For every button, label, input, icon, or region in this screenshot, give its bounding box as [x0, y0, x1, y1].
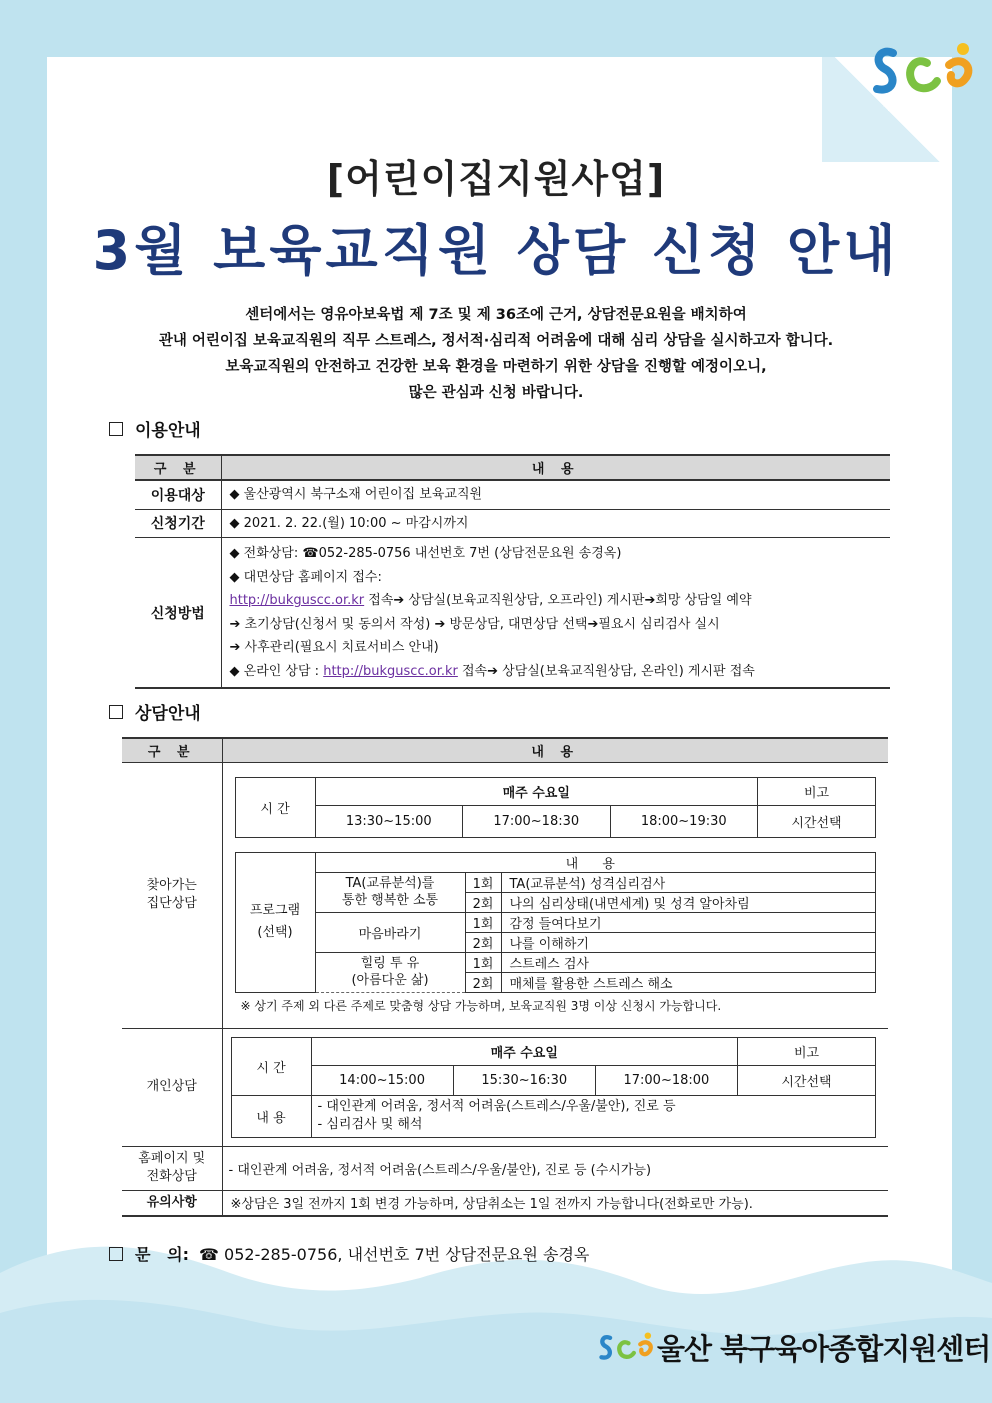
individual-time-table: [231, 1037, 877, 1138]
col-category: 구 분: [122, 738, 222, 762]
contact-label: 문 의:: [135, 1245, 190, 1264]
method-face-steps: [230, 589, 883, 613]
session-no: 1회: [465, 912, 501, 932]
online-prefix: ◆ 온라인 상담 :: [229, 663, 324, 679]
contact-value: ☎ 052-285-0756, 내선번호 7번 상담전문요원 송경옥: [199, 1245, 590, 1264]
caution-row: [122, 1190, 888, 1216]
row-label: 유의사항: [122, 1190, 222, 1216]
content-header: 내 용: [315, 852, 876, 872]
time-label: 시 간: [235, 777, 315, 837]
program-table: [235, 852, 877, 993]
row-label: 개인상담: [122, 1028, 222, 1146]
row-label: 홈페이지 및 전화상담: [122, 1146, 222, 1190]
row-value: - 대인관계 어려움, 정서적 어려움(스트레스/우울/불안), 진로 등 (수시가능): [222, 1146, 888, 1190]
method-cell: [221, 538, 890, 689]
remark-value: 시간선택: [738, 1065, 876, 1095]
day-label: 매주 수요일: [311, 1037, 738, 1065]
homepage-link[interactable]: http://bukguscc.or.kr: [229, 593, 365, 608]
group-time-table: [235, 777, 877, 838]
table-row: [135, 538, 890, 689]
time-slot: 13:30~15:00: [315, 805, 463, 837]
remark-value: 시간선택: [758, 805, 876, 837]
session-no: 2회: [465, 892, 501, 912]
contact-line: [109, 1242, 589, 1265]
session-text: 나의 심리상태(내면세계) 및 성격 알아차림: [501, 892, 876, 912]
row-label: 찾아가는 집단상담: [122, 762, 222, 1028]
col-content: 내 용: [221, 455, 890, 480]
program-name: 마음바라기: [315, 912, 465, 952]
center-logo-icon: [595, 1322, 657, 1372]
individual-content: [311, 1095, 876, 1137]
checkbox-icon: [109, 1247, 123, 1261]
content-line: - 심리검사 및 해석: [317, 1117, 423, 1132]
content-line: - 대인관계 어려움, 정서적 어려움(스트레스/우울/불안), 진로 등: [317, 1099, 676, 1114]
time-slot: 17:00~18:30: [463, 805, 611, 837]
time-slot: 17:00~18:00: [595, 1065, 737, 1095]
intro-line: 많은 관심과 신청 바랍니다.: [408, 385, 584, 401]
row-value: ※상담은 3일 전까지 1회 변경 가능하며, 상담취소는 1일 전까지 가능합니다(전화로만 가능).: [222, 1190, 888, 1216]
session-no: 1회: [465, 952, 501, 972]
time-label: 시 간: [231, 1037, 311, 1095]
program-name: 힐링 투 유 (아름다운 삶): [315, 952, 465, 992]
method-face: ◆ 대면상담 홈페이지 접수:: [229, 569, 382, 585]
group-note: ※ 상기 주제 외 다른 주제로 맞춤형 상담 가능하며, 보육교직원 3명 이상 신청시 가능합니다.: [240, 998, 722, 1013]
usage-table: [135, 454, 890, 689]
remark-label: 비고: [758, 777, 876, 805]
day-label: 매주 수요일: [315, 777, 758, 805]
program-label: 프로그램 (선택): [235, 852, 315, 992]
group-counsel-row: [122, 762, 888, 1028]
session-text: TA(교류분석) 성격심리검사: [501, 872, 876, 892]
session-text: 매체를 활용한 스트레스 해소: [501, 972, 876, 992]
time-slot: 18:00~19:30: [610, 805, 758, 837]
group-counsel-cell: [222, 762, 888, 1028]
steps-text: ➔ 사후관리(필요시 치료서비스 안내): [229, 640, 439, 655]
page-title: 3월 보육교직원 상담 신청 안내: [92, 219, 900, 282]
center-logo-icon: [865, 35, 980, 105]
time-slot: 15:30~16:30: [453, 1065, 595, 1095]
table-row: [135, 480, 890, 509]
remark-label: 비고: [738, 1037, 876, 1065]
table-row: [135, 509, 890, 538]
session-text: 나를 이해하기: [501, 932, 876, 952]
individual-counsel-cell: [222, 1028, 888, 1146]
usage-section-title: [109, 416, 201, 441]
row-value: ◆ 2021. 2. 22.(월) 10:00 ~ 마감시까지: [221, 509, 890, 538]
session-no: 2회: [465, 932, 501, 952]
intro-text: [60, 302, 932, 406]
phone-counsel-row: [122, 1146, 888, 1190]
checkbox-icon: [109, 705, 123, 719]
row-label: 신청기간: [135, 509, 221, 538]
time-slot: 14:00~15:00: [311, 1065, 453, 1095]
org-name: 울산 북구육아종합지원센터: [657, 1331, 991, 1366]
individual-counsel-row: [122, 1028, 888, 1146]
counsel-table: [122, 737, 888, 1217]
checkbox-icon: [109, 422, 123, 436]
session-no: 2회: [465, 972, 501, 992]
homepage-link[interactable]: http://bukguscc.or.kr: [323, 663, 458, 679]
method-phone: ◆ 전화상담: ☎052-285-0756 내선번호 7번 (상담전문요원 송경옥): [229, 546, 622, 561]
intro-line: 센터에서는 영유아보육법 제 7조 및 제 36조에 근거, 상담전문요원을 배치하여: [245, 307, 747, 323]
session-no: 1회: [465, 872, 501, 892]
sub-title: [어린이집지원사업]: [326, 157, 666, 201]
steps-text: 접속➔ 상담실(보육교직원상담, 오프라인) 게시판➔희망 상담일 예약: [364, 593, 752, 608]
session-text: 감정 들여다보기: [501, 912, 876, 932]
footer-logo: [595, 1322, 990, 1372]
content-label: 내 용: [231, 1095, 311, 1137]
col-content: 내 용: [222, 738, 888, 762]
program-name: TA(교류분석)를 통한 행복한 소통: [315, 872, 465, 912]
intro-line: 관내 어린이집 보육교직원의 직무 스트레스, 정서적·심리적 어려움에 대해 심리 상담을 실시하고자 합니다.: [158, 333, 834, 349]
intro-line: 보육교직원의 안전하고 건강한 보육 환경을 마련하기 위한 상담을 진행할 예정이오니,: [225, 359, 767, 375]
usage-section-label: 이용안내: [135, 421, 201, 441]
row-label: 이용대상: [135, 480, 221, 509]
row-value: ◆ 울산광역시 북구소재 어린이집 보육교직원: [221, 480, 890, 509]
row-label: 신청방법: [135, 538, 221, 689]
counsel-section-label: 상담안내: [135, 704, 201, 724]
method-online: [230, 660, 883, 684]
steps-text: ➔ 초기상담(신청서 및 동의서 작성) ➔ 방문상담, 대면상담 선택➔필요시 심리검사 실시: [229, 616, 720, 632]
counsel-section-title: [109, 699, 201, 724]
col-category: 구 분: [135, 455, 221, 480]
online-suffix: 접속➔ 상담실(보육교직원상담, 온라인) 게시판 접속: [457, 663, 755, 679]
session-text: 스트레스 검사: [501, 952, 876, 972]
